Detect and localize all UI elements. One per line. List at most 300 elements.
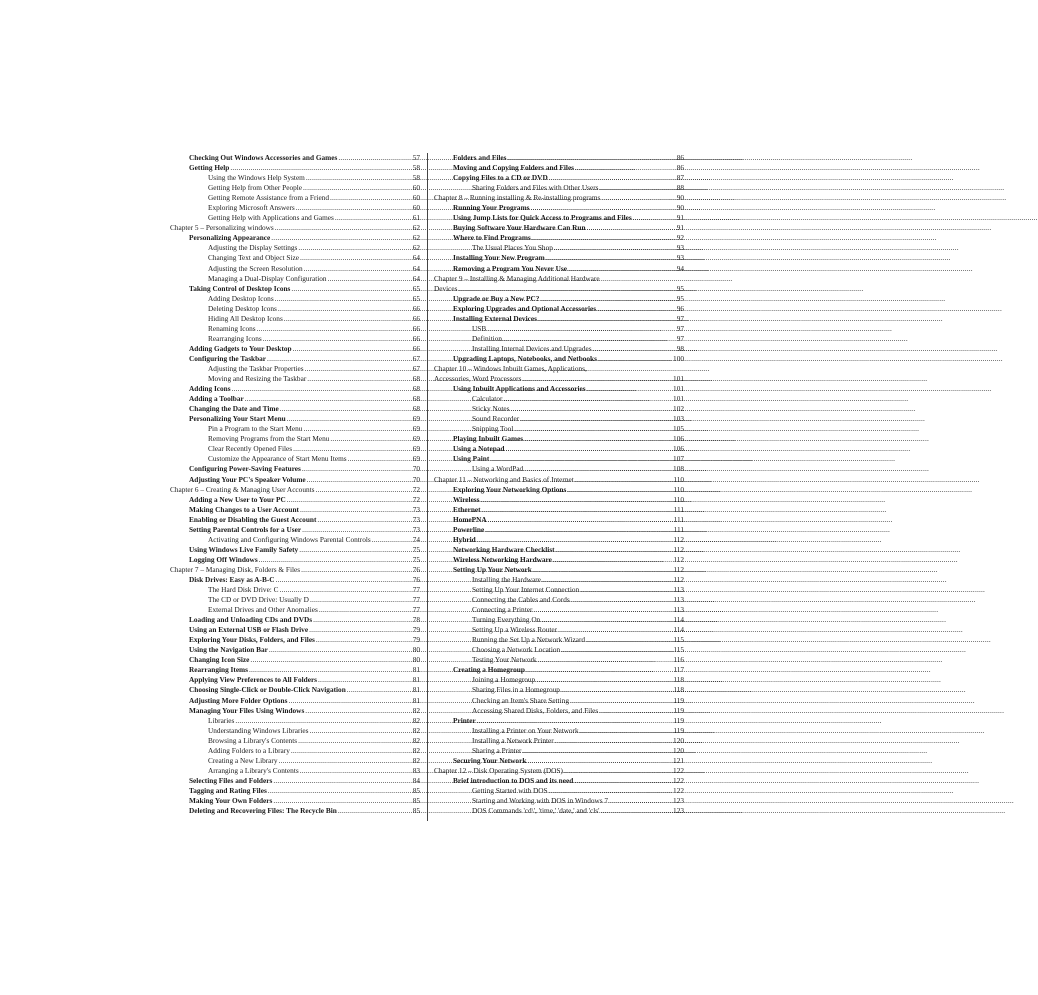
toc-page-number: 60 (412, 203, 420, 213)
toc-entry (434, 545, 684, 555)
toc-entry (170, 756, 420, 766)
dot-leader (609, 796, 672, 806)
dot-leader (318, 675, 412, 685)
toc-entry (434, 163, 684, 173)
toc-entry (434, 213, 684, 223)
toc-page-number: 82 (412, 715, 420, 725)
toc-entry (170, 404, 420, 414)
toc-entry-title: Hiding All Desktop Icons (208, 313, 283, 323)
toc-entry (170, 505, 420, 515)
dot-leader (291, 746, 412, 756)
toc-entry (170, 776, 420, 786)
toc-entry (434, 203, 684, 213)
toc-page-number: 115 (673, 645, 684, 655)
toc-entry-title: Devices (434, 283, 458, 293)
toc-entry (170, 515, 420, 525)
toc-entry-title: Using a Notepad (453, 444, 505, 454)
toc-entry (434, 605, 684, 615)
toc-entry-title: Upgrading Laptops, Notebooks, and Netbooks (453, 353, 597, 363)
toc-entry-title: Getting Started with DOS (472, 785, 548, 795)
toc-page-number: 66 (412, 343, 420, 353)
toc-entry-title: Installing External Devices (453, 313, 537, 323)
toc-page-number: 90 (676, 203, 684, 213)
toc-page-number: 78 (412, 615, 420, 625)
dot-leader (245, 394, 412, 404)
toc-page-number: 80 (412, 655, 420, 665)
toc-page-number: 103 (673, 414, 684, 424)
dot-leader (302, 464, 412, 474)
toc-entry-title: Checking an Item's Share Setting (472, 695, 569, 705)
toc-entry (434, 334, 684, 344)
toc-entry (434, 414, 684, 424)
toc-entry-title: Adjusting the Display Settings (208, 243, 298, 253)
toc-entry-title: Brief introduction to DOS and its need (453, 775, 574, 785)
dot-leader (546, 253, 676, 263)
dot-leader (305, 706, 411, 716)
toc-entry-title: Pin a Program to the Start Menu (208, 424, 303, 434)
dot-leader (490, 454, 672, 464)
toc-entry-title: Turning Everything On (472, 615, 541, 625)
toc-page-number: 87 (676, 173, 684, 183)
dot-leader (540, 294, 675, 304)
toc-entry-title: Upgrade or Buy a New PC? (453, 293, 540, 303)
dot-leader (307, 475, 412, 485)
dot-leader (307, 374, 411, 384)
toc-entry-title: Adding Gadgets to Your Desktop (189, 343, 292, 353)
dot-leader (522, 746, 672, 756)
toc-entry-title: Logging Off Windows (189, 554, 258, 564)
toc-entry (170, 193, 420, 203)
dot-leader (268, 786, 412, 796)
toc-entry (170, 304, 420, 314)
toc-entry (170, 535, 420, 545)
toc-entry (434, 575, 684, 585)
toc-entry (434, 635, 684, 645)
toc-entry (434, 233, 684, 243)
toc-page-number: 57 (412, 153, 420, 162)
toc-entry (170, 796, 420, 806)
toc-entry-title: Deleting Desktop Icons (208, 303, 277, 313)
toc-entry-title: USB (472, 323, 487, 333)
toc-page-number: 110 (673, 484, 684, 494)
toc-entry (434, 394, 684, 404)
toc-entry-title: Accessing Shared Disks, Folders, and Files (472, 705, 599, 715)
toc-entry-title: Understanding Windows Libraries (208, 725, 309, 735)
dot-leader (524, 434, 672, 444)
toc-entry-title: Adjusting Your PC's Speaker Volume (189, 474, 306, 484)
toc-page-number: 70 (412, 464, 420, 474)
dot-leader (527, 756, 672, 766)
dot-leader (306, 173, 412, 183)
toc-entry (170, 434, 420, 444)
toc-entry-title: Chapter 11 – Networking and Basics of Internet (434, 474, 574, 484)
toc-entry (170, 424, 420, 434)
toc-entry (170, 675, 420, 685)
dot-leader (275, 223, 412, 233)
toc-entry (170, 264, 420, 274)
toc-page-number: 81 (412, 665, 420, 675)
toc-entry (170, 736, 420, 746)
toc-page-number: 94 (676, 263, 684, 273)
toc-entry (434, 786, 684, 796)
toc-entry-title: Arranging a Library's Contents (208, 765, 299, 775)
dot-leader (564, 766, 672, 776)
toc-entry (434, 404, 684, 414)
toc-entry (170, 364, 420, 374)
toc-entry (434, 274, 684, 284)
toc-entry-title: Making Your Own Folders (189, 796, 273, 805)
dot-leader (488, 515, 673, 525)
toc-page-number: 112 (673, 544, 684, 554)
toc-entry (170, 344, 420, 354)
toc-page-number: 66 (412, 313, 420, 323)
toc-entry-title: Moving and Resizing the Taskbar (208, 374, 307, 384)
toc-page-number: 58 (412, 173, 420, 183)
toc-entry-title: Adding Folders to a Library (208, 745, 290, 755)
toc-entry (170, 605, 420, 615)
toc-entry-title: Installing Your New Program (453, 253, 545, 263)
toc-entry (434, 746, 684, 756)
dot-leader (310, 595, 412, 605)
toc-entry (434, 223, 684, 233)
dot-leader (257, 324, 412, 334)
toc-entry-title: Buying Software Your Hardware Can Run (453, 223, 586, 233)
toc-entry-title: Connecting the Cables and Cords (472, 595, 570, 605)
toc-entry-title: Configuring Power-Saving Features (189, 464, 301, 474)
toc-entry-title: Taking Control of Desktop Icons (189, 283, 291, 293)
toc-page-number: 97 (676, 323, 684, 333)
dot-leader (556, 545, 673, 555)
toc-entry (170, 394, 420, 404)
toc-page-number: 121 (673, 755, 684, 765)
toc-entry (434, 595, 684, 605)
dot-leader (633, 213, 676, 223)
toc-page-number: 115 (673, 635, 684, 645)
toc-entry-title: Wireless (453, 494, 480, 504)
toc-entry-title: Using the Navigation Bar (189, 645, 268, 655)
toc-page-number: 62 (412, 223, 420, 233)
dot-leader (273, 776, 411, 786)
toc-entry (434, 736, 684, 746)
toc-entry-title: Sharing Folders and Files with Other Users (472, 183, 599, 193)
dot-leader (542, 575, 672, 585)
toc-entry (434, 685, 684, 695)
toc-entry-title: Ethernet (453, 504, 481, 514)
dot-leader (485, 525, 672, 535)
toc-entry-title: Folders and Files (453, 153, 507, 162)
toc-page-number: 117 (673, 665, 684, 675)
dot-leader (278, 304, 412, 314)
toc-page-number: 73 (412, 504, 420, 514)
toc-entry (170, 585, 420, 595)
toc-page-number: 101 (673, 384, 684, 394)
toc-entry (170, 475, 420, 485)
toc-page-number: 60 (412, 183, 420, 193)
toc-entry-title: Choosing a Network Location (472, 645, 561, 655)
dot-leader (232, 384, 412, 394)
toc-page-number: 110 (673, 494, 684, 504)
toc-entry (434, 625, 684, 635)
toc-entry-title: Playing Inbuilt Games (453, 434, 524, 444)
toc-page-number: 77 (412, 595, 420, 605)
dot-leader (561, 685, 672, 695)
toc-entry (434, 264, 684, 274)
dot-leader (508, 153, 676, 163)
dot-leader (230, 163, 411, 173)
dot-leader (549, 173, 676, 183)
toc-entry (170, 665, 420, 675)
dot-leader (298, 243, 411, 253)
toc-page-number: 120 (673, 745, 684, 755)
dot-leader (482, 505, 673, 515)
dot-leader (487, 324, 676, 334)
toc-entry (170, 716, 420, 726)
toc-entry (170, 766, 420, 776)
toc-entry-title: Chapter 5 – Personalizing windows (170, 223, 274, 233)
dot-leader (599, 706, 672, 716)
dot-leader (531, 203, 676, 213)
toc-page-number: 120 (673, 735, 684, 745)
toc-page-number: 102 (673, 404, 684, 414)
toc-entry-title: Setting Up a Wireless Router (472, 625, 558, 635)
toc-entry (434, 515, 684, 525)
toc-entry (170, 223, 420, 233)
dot-leader (269, 645, 412, 655)
toc-page-number: 118 (673, 685, 684, 695)
toc-entry-title: External Drives and Other Anomalies (208, 605, 318, 615)
toc-entry-title: Applying View Preferences to All Folders (189, 675, 318, 685)
toc-page-number: 81 (412, 695, 420, 705)
dot-leader (298, 736, 412, 746)
dot-leader (288, 696, 411, 706)
toc-page-number: 81 (412, 685, 420, 695)
dot-leader (287, 414, 412, 424)
toc-entry-title: Disk Drives: Easy as A-B-C (189, 574, 275, 584)
toc-entry-title: Installing Internal Devices and Upgrades (472, 343, 592, 353)
toc-entry-title: HomePNA (453, 514, 487, 524)
toc-entry-title: Configuring the Taskbar (189, 353, 267, 363)
toc-page-number: 98 (676, 343, 684, 353)
toc-page-number: 111 (673, 514, 684, 524)
toc-entry (434, 655, 684, 665)
dot-leader (541, 615, 672, 625)
toc-entry-title: Accessories, Word Processors (434, 374, 522, 384)
toc-entry-title: Enabling or Disabling the Guest Account (189, 514, 317, 524)
dot-leader (291, 284, 411, 294)
dot-leader (568, 264, 676, 274)
dot-leader (575, 163, 676, 173)
toc-page-number: 107 (673, 454, 684, 464)
toc-entry (434, 344, 684, 354)
toc-page-number: 81 (412, 675, 420, 685)
toc-page-number: 113 (673, 595, 684, 605)
toc-page-number: 112 (673, 534, 684, 544)
toc-page-number: 82 (412, 705, 420, 715)
toc-entry-title: Running Your Programs (453, 203, 530, 213)
toc-page-number: 69 (412, 414, 420, 424)
toc-entry-title: Powerline (453, 524, 485, 534)
toc-page-number: 82 (412, 725, 420, 735)
dot-leader (571, 595, 673, 605)
toc-entry-title: Installing a Network Printer (472, 735, 554, 745)
toc-page-number: 68 (412, 374, 420, 384)
toc-entry-title: Using Inbuilt Applications and Accessories (453, 384, 586, 394)
toc-entry (434, 384, 684, 394)
toc-entry-title: Wireless Networking Hardware (453, 554, 552, 564)
dot-leader (303, 424, 411, 434)
dot-leader (305, 364, 412, 374)
toc-page-number: 69 (412, 454, 420, 464)
dot-leader (372, 535, 412, 545)
dot-leader (520, 414, 672, 424)
toc-entry-title: Rearranging Icons (208, 333, 262, 343)
toc-page-number: 82 (412, 755, 420, 765)
toc-entry-title: Activating and Configuring Windows Parental Controls (208, 534, 371, 544)
dot-leader (287, 495, 412, 505)
toc-page-number: 86 (676, 153, 684, 162)
toc-page-number: 85 (412, 806, 420, 816)
dot-leader (313, 615, 412, 625)
toc-entry (434, 535, 684, 545)
toc-page-number: 122 (673, 765, 684, 775)
toc-entry-title: The Hard Disk Drive: C (208, 585, 279, 595)
dot-leader (316, 485, 412, 495)
toc-entry (170, 555, 420, 565)
toc-left-column (170, 153, 420, 816)
toc-entry (434, 706, 684, 716)
toc-entry-title: Printer (453, 715, 476, 725)
toc-entry (434, 284, 684, 294)
toc-entry (434, 243, 684, 253)
toc-page-number: 112 (673, 554, 684, 564)
toc-entry (434, 796, 684, 806)
dot-leader (586, 635, 672, 645)
dot-leader (549, 786, 672, 796)
toc-entry-title: Loading and Unloading CDs and DVDs (189, 615, 313, 625)
toc-page-number: 123 (673, 806, 684, 816)
toc-entry-title: Using Paint (453, 454, 490, 464)
toc-entry (434, 585, 684, 595)
toc-entry-title: Starting and Working with DOS in Windows 7 (472, 796, 609, 805)
dot-leader (317, 515, 411, 525)
toc-page-number: 113 (673, 585, 684, 595)
dot-leader (570, 696, 672, 706)
toc-page-number: 76 (412, 564, 420, 574)
toc-page-number: 92 (676, 233, 684, 243)
toc-entry (434, 253, 684, 263)
toc-entry-title: Getting Remote Assistance from a Friend (208, 193, 329, 203)
toc-page-number: 97 (676, 333, 684, 343)
toc-entry-title: Chapter 7 – Managing Disk, Folders & Files (170, 564, 301, 574)
dot-leader (276, 575, 412, 585)
toc-entry-title: Personalizing Appearance (189, 233, 271, 243)
toc-entry-title: Connecting a Printer (472, 605, 533, 615)
dot-leader (296, 203, 412, 213)
dot-leader (567, 485, 672, 495)
dot-leader (347, 685, 412, 695)
toc-entry-title: Chapter 6 – Creating & Managing User Accounts (170, 484, 315, 494)
dot-leader (555, 736, 672, 746)
toc-entry (434, 173, 684, 183)
dot-leader (575, 475, 673, 485)
toc-entry-title: Tagging and Rating Files (189, 785, 267, 795)
dot-leader (284, 314, 412, 324)
toc-entry (170, 294, 420, 304)
toc-entry-title: Adding a Toolbar (189, 394, 244, 404)
toc-entry-title: The CD or DVD Drive: Usually D (208, 595, 309, 605)
toc-entry (170, 545, 420, 555)
dot-leader (275, 294, 412, 304)
dot-leader (300, 253, 412, 263)
toc-entry-title: Sound Recorder (472, 414, 520, 424)
toc-page-number: 75 (412, 554, 420, 564)
toc-entry (170, 334, 420, 344)
toc-page-number: 95 (676, 283, 684, 293)
toc-page-number: 85 (412, 796, 420, 805)
toc-entry (434, 716, 684, 726)
toc-page-number: 72 (412, 484, 420, 494)
toc-entry-title: Selecting Files and Folders (189, 775, 273, 785)
toc-entry (434, 675, 684, 685)
toc-page-number: 123 (673, 796, 684, 805)
toc-entry-title: Creating a New Library (208, 755, 278, 765)
toc-page-number: 77 (412, 585, 420, 595)
dot-leader (600, 806, 672, 816)
toc-entry-title: Joining a Homegroup (472, 675, 536, 685)
toc-page-number: 83 (412, 765, 420, 775)
toc-page-number: 116 (673, 655, 684, 665)
toc-entry (170, 173, 420, 183)
toc-entry (434, 424, 684, 434)
toc-page-number: 82 (412, 735, 420, 745)
toc-entry (434, 696, 684, 706)
toc-page-number: 60 (412, 193, 420, 203)
toc-entry-title: Setting Parental Controls for a User (189, 524, 302, 534)
toc-entry-title: Snipping Tool (472, 424, 514, 434)
toc-page-number: 101 (673, 374, 684, 384)
toc-entry-title: Exploring Microsoft Answers (208, 203, 295, 213)
toc-entry-title: Running the Set Up a Network Wizard (472, 635, 586, 645)
dot-leader (574, 776, 672, 786)
toc-entry (170, 153, 420, 163)
dot-leader (477, 716, 673, 726)
dot-leader (587, 384, 672, 394)
toc-entry-title: Definition (472, 333, 502, 343)
toc-entry-title: Hybrid (453, 534, 476, 544)
dot-leader (302, 525, 412, 535)
toc-entry (434, 434, 684, 444)
dot-leader (316, 635, 412, 645)
toc-page-number: 95 (676, 293, 684, 303)
toc-entry-title: Sharing Files in a Homegroup (472, 685, 560, 695)
dot-leader (310, 726, 412, 736)
toc-entry (170, 495, 420, 505)
toc-entry-title: Sticky Notes (472, 404, 510, 414)
toc-page-number: 119 (673, 725, 684, 735)
toc-entry (434, 726, 684, 736)
toc-entry (434, 485, 684, 495)
toc-entry (434, 766, 684, 776)
dot-leader (580, 585, 672, 595)
dot-leader (580, 726, 673, 736)
toc-entry-title: Exploring Your Networking Options (453, 484, 567, 494)
toc-entry-title: Removing Programs from the Start Menu (208, 434, 330, 444)
toc-entry (434, 505, 684, 515)
toc-page-number: 79 (412, 635, 420, 645)
toc-entry-title: Calculator (472, 394, 503, 404)
toc-entry-title: Chapter 8 – Running installing & Re-installing programs (434, 193, 601, 203)
toc-entry (170, 746, 420, 756)
